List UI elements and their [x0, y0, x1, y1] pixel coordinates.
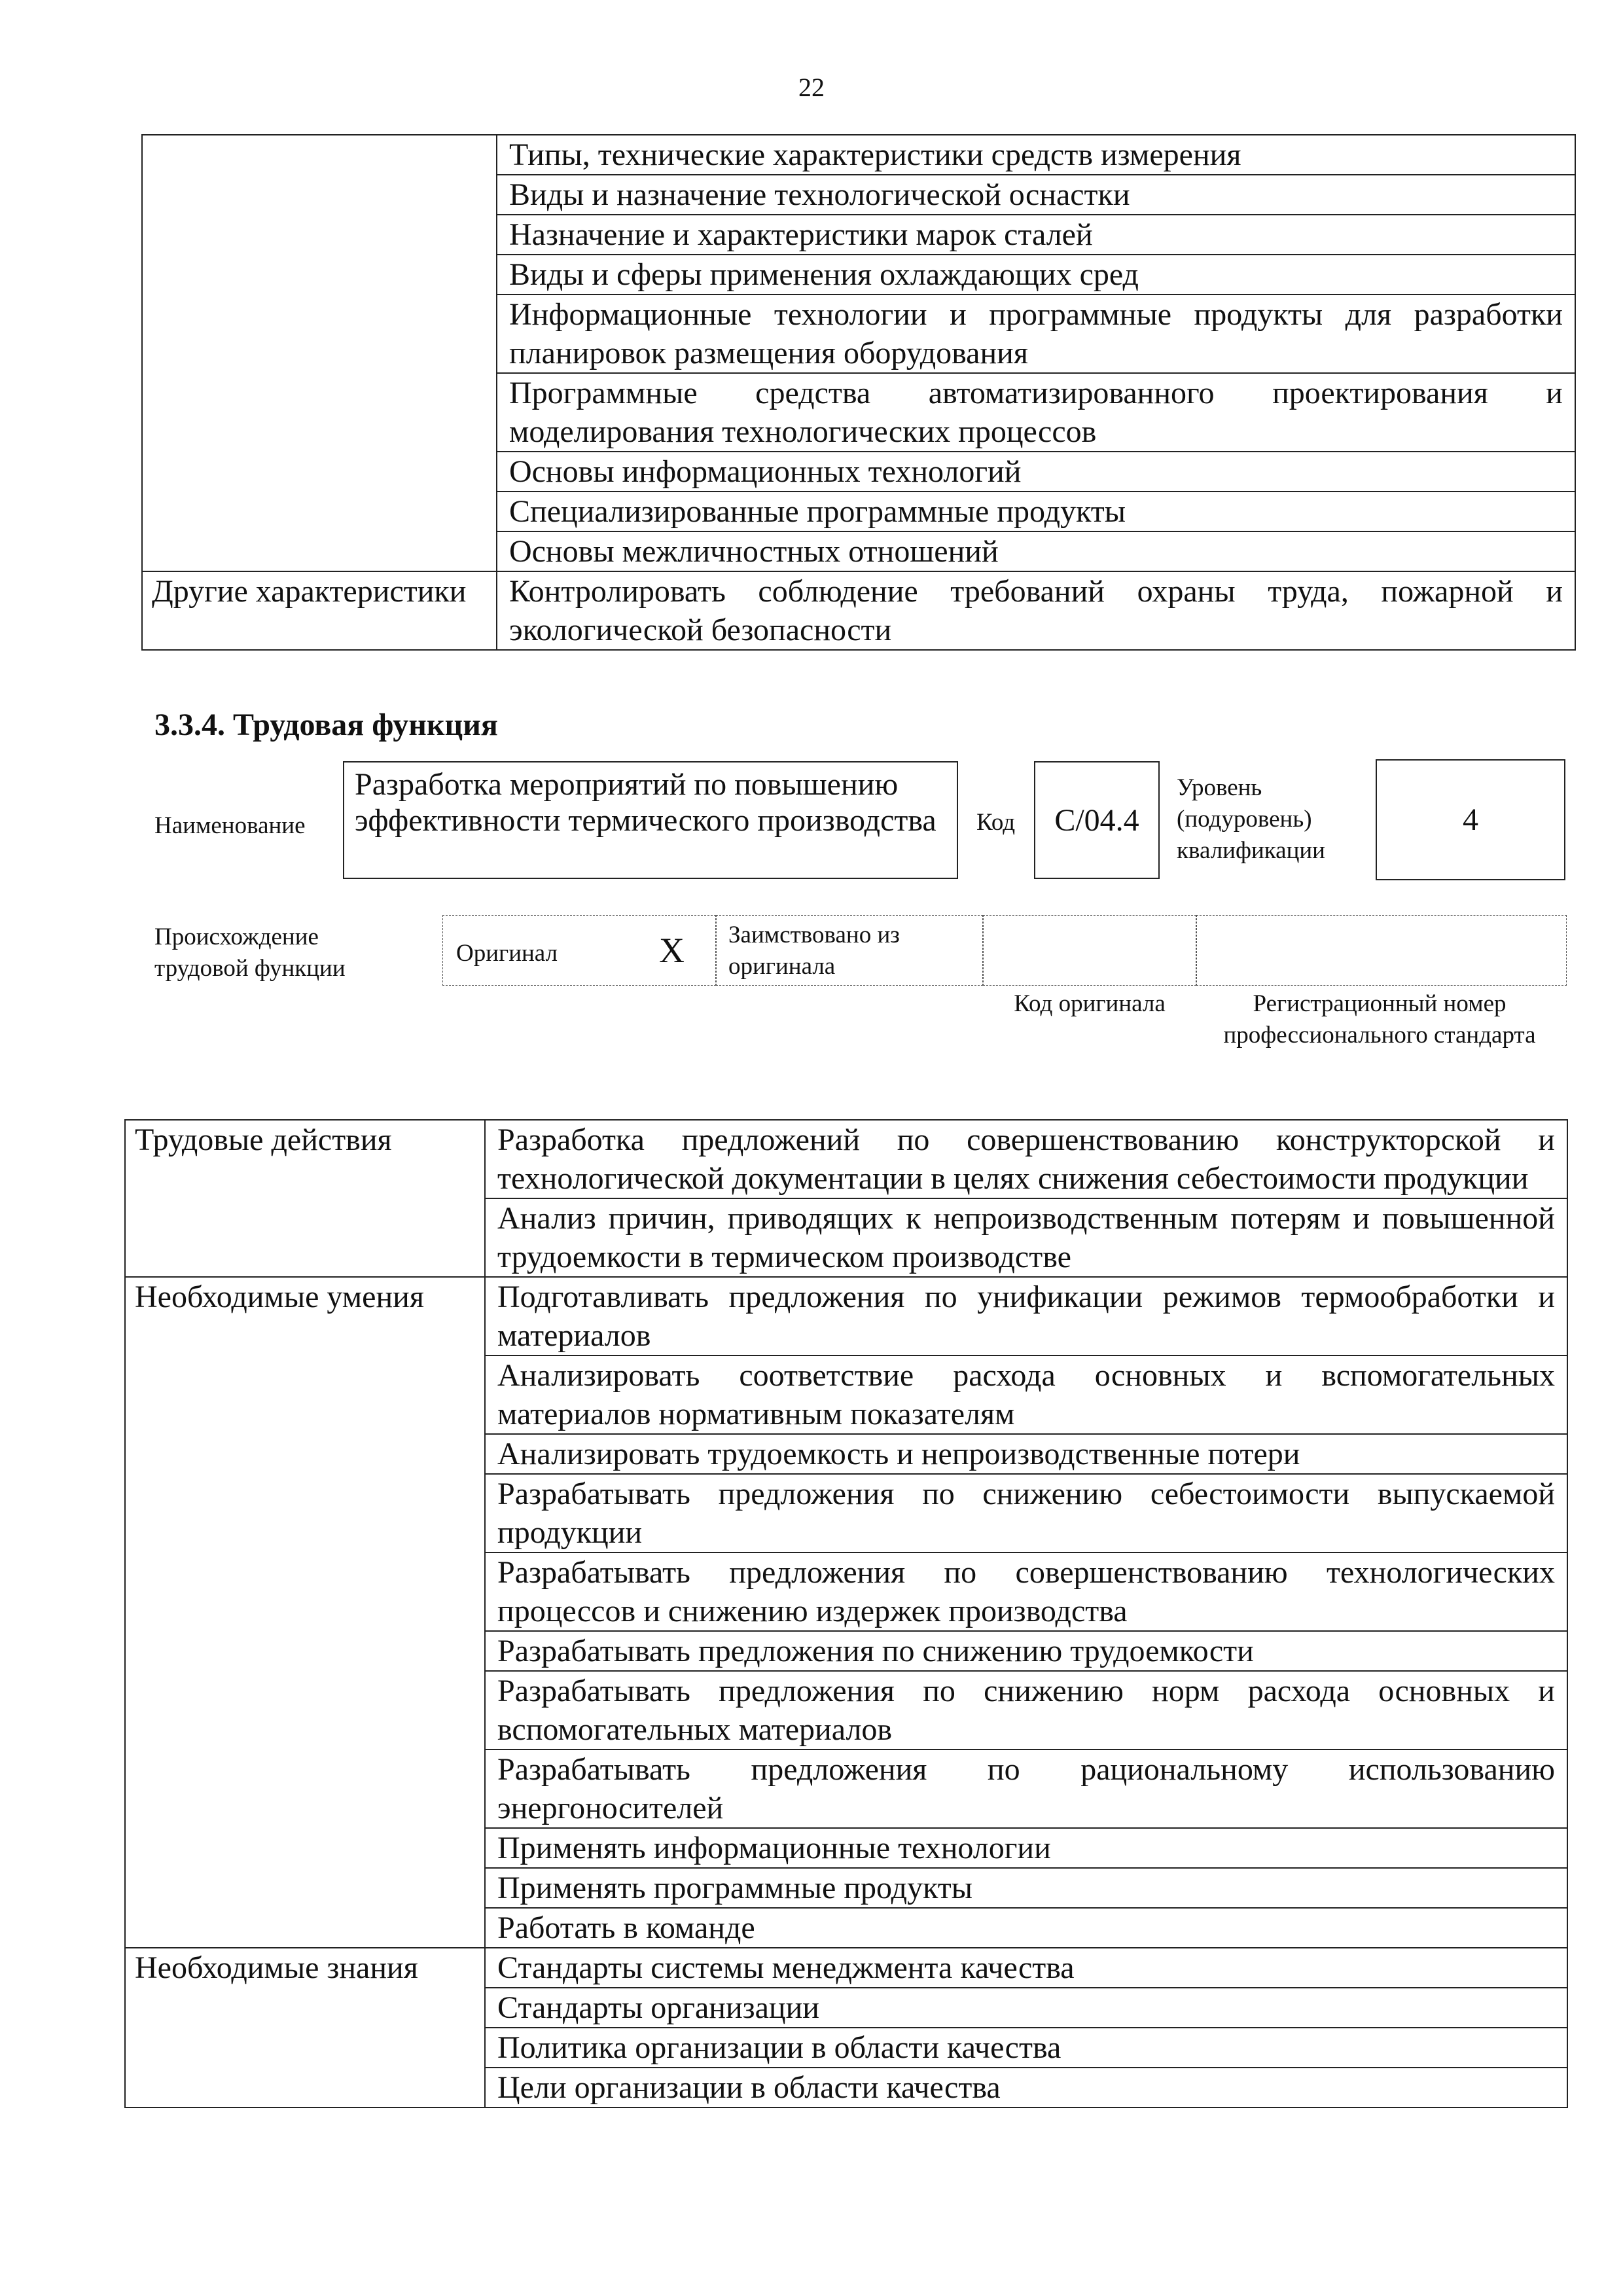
knowledge-item: Типы, технические характеристики средств измерения [497, 135, 1575, 175]
knowledge-item: Специализированные программные продукты [497, 492, 1575, 531]
origin-reg-caption: Регистрационный номер профессионального стандарта [1223, 990, 1536, 1049]
required-knowledge-label: Необходимые знания [125, 1948, 485, 2108]
origin-code-cell [983, 915, 1196, 986]
table-row [125, 1277, 1567, 1355]
continued-label-cell [142, 135, 497, 571]
page-number: 22 [798, 73, 825, 102]
required-skills-item: Разрабатывать предложения по снижению норм расхода основных и вспомогательных материалов [485, 1671, 1567, 1749]
required-skills-item: Анализировать трудоемкость и непроизводственные потери [485, 1434, 1567, 1474]
knowledge-item: Виды и назначение технологической оснастки [497, 175, 1575, 215]
required-skills-item: Работать в команде [485, 1908, 1567, 1948]
level-label: Уровень (подуровень) квалификации [1177, 774, 1325, 864]
required-skills-item: Анализировать соответствие расхода основных и вспомогательных материалов нормативным показателям [485, 1355, 1567, 1434]
required-skills-item: Подготавливать предложения по унификации режимов термообработки и материалов [485, 1277, 1567, 1355]
top-table [141, 134, 1576, 651]
required-skills-item: Разрабатывать предложения по снижению трудоемкости [485, 1631, 1567, 1671]
required-skills-item: Применять программные продукты [485, 1868, 1567, 1908]
labor-actions-item: Разработка предложений по совершенствованию конструкторской и технологической документации в целях снижения себестоимости продукции [485, 1120, 1567, 1198]
origin-original: Оригинал [456, 940, 558, 967]
knowledge-item: Виды и сферы применения охлаждающих сред [497, 255, 1575, 295]
name-value: Разработка мероприятий по повышению эффективности термического производства [355, 767, 936, 838]
knowledge-item: Программные средства автоматизированного проектирования и моделирования технологических процессов [497, 373, 1575, 452]
required-knowledge-item: Стандарты организации [485, 1988, 1567, 2028]
origin-reg-cell [1196, 915, 1567, 986]
name-label: Наименование [154, 812, 306, 839]
origin-borrowed: Заимствовано из оригинала [728, 922, 900, 980]
labor-actions-label: Трудовые действия [125, 1120, 485, 1277]
labor-actions-item: Анализ причин, приводящих к непроизводственным потерям и повышенной трудоемкости в термическом производстве [485, 1198, 1567, 1277]
required-skills-label: Необходимые умения [125, 1277, 485, 1948]
origin-label: Происхождение трудовой функции [154, 924, 346, 982]
required-knowledge-item: Цели организации в области качества [485, 2068, 1567, 2108]
table-row [125, 1948, 1567, 1988]
name-box [343, 761, 958, 879]
required-knowledge-item: Стандарты системы менеджмента качества [485, 1948, 1567, 1988]
main-table [124, 1119, 1568, 2108]
code-value: C/04.4 [1054, 802, 1139, 838]
origin-mark: X [659, 931, 685, 970]
required-skills-item: Разрабатывать предложения по снижению себестоимости выпускаемой продукции [485, 1474, 1567, 1552]
knowledge-item: Основы информационных технологий [497, 452, 1575, 492]
knowledge-item: Информационные технологии и программные продукты для разработки планировок размещения оборудования [497, 295, 1575, 373]
code-box [1034, 761, 1160, 879]
table-row [142, 135, 1575, 175]
table-row [125, 1120, 1567, 1198]
level-value: 4 [1463, 802, 1478, 837]
level-box [1376, 759, 1565, 880]
required-skills-item: Разрабатывать предложения по совершенствованию технологических процессов и снижению издержек производства [485, 1552, 1567, 1631]
origin-borrowed-cell [716, 915, 983, 986]
other-characteristics-text: Контролировать соблюдение требований охраны труда, пожарной и экологической безопасности [497, 571, 1575, 650]
origin-code-caption: Код оригинала [1014, 990, 1166, 1017]
required-skills-item: Применять информационные технологии [485, 1828, 1567, 1868]
required-skills-item: Разрабатывать предложения по рациональному использованию энергоносителей [485, 1749, 1567, 1828]
required-knowledge-item: Политика организации в области качества [485, 2028, 1567, 2068]
origin-original-cell [442, 915, 716, 986]
knowledge-item: Назначение и характеристики марок сталей [497, 215, 1575, 255]
code-label: Код [976, 809, 1016, 836]
knowledge-item: Основы межличностных отношений [497, 531, 1575, 571]
table-row [142, 571, 1575, 650]
section-title: 3.3.4. Трудовая функция [154, 708, 498, 742]
other-characteristics-label: Другие характеристики [142, 571, 497, 650]
